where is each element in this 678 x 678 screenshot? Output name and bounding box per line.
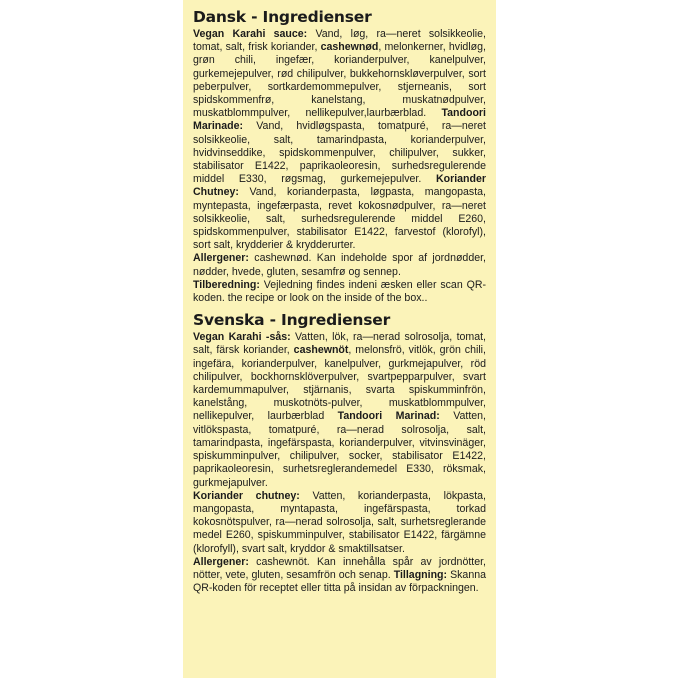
danish-allergens-text: cashewnød. Kan indeholde spor af jordnødder, nødder, hvede, gluten, sesamfrø og sennep. [193,252,486,278]
danish-tandoori-label: Tandoori Marinade: [193,107,486,133]
danish-allergens-paragraph [193,252,486,278]
swedish-allergens-text: cashewnöt. Kan innehålla spår av jordnötter, nötter, vete, gluten, sesamfrön och senap. [193,555,486,581]
danish-tandoori-text: Vand, hvidløgspasta, tomatpuré, ra—neret solsikkeolie, salt, tamarindpasta, korianderpulver, hvidvinseddike, spidskommenpulver, chilipulver, sukker, stabilisator E1422, paprikaoleoresin, surhedsregulerende middel E330, røgsmag, gurkemejepulver. [193,120,486,186]
danish-preparation-text: Vejledning findes indeni æsken eller scan QR-koden. the recipe or look on the inside of the box.. [193,278,486,305]
swedish-preparation-text: Skanna QR-koden för receptet eller titta på insidan av förpackningen. [193,568,486,595]
danish-preparation-paragraph [193,279,486,305]
danish-heading: Dansk - Ingredienser [193,8,372,26]
danish-ingredients-paragraph [193,28,486,252]
swedish-preparation-label: Tillagning: [393,568,448,581]
swedish-allergens-label: Allergener: [193,555,249,568]
danish-karahi-text-1: Vand, løg, ra—neret solsikkeolie, tomat, salt, frisk koriander, [193,28,486,54]
swedish-karahi-text-2: , melonsfrö, vitlök, grön chili, ingefära, korianderpulver, kanelpulver, gurkmejapulver, röd chilipulver, bockhornsklöverpulver, svartpepparpulver, svart kardemummapulver, stjärnanis, svarta spiskumminfrön, kanelstång, muskotnöts-pulver, muskatblommpulver, nellikepulver, laurbærblad [193,344,486,423]
swedish-chutney-label: Koriander chutney: [193,489,300,502]
danish-allergen-cashew: cashewnød [320,41,379,54]
danish-karahi-label: Vegan Karahi sauce: [193,28,308,40]
swedish-karahi-label: Vegan Karahi -sås: [193,331,291,344]
danish-chutney-label: Koriander Chutney: [193,173,486,199]
danish-karahi-text-2: , melonkerner, hvidløg, grøn chili, ingefær, korianderpulver, kanelpulver, gurkemejepulver, rød chilipulver, bukkehornskløverpulver, sort peberpulver, sortkardemommepulver, stjerneanis, sort spidskommenfrø, kanelstang, muskatnødpulver, muskatblommpulver, nellikepulver,laurbærblad. [193,41,486,120]
swedish-chutney-paragraph [193,490,486,556]
swedish-allergens-paragraph [193,556,486,596]
swedish-allergen-cashew: cashewnöt [293,344,349,357]
ingredients-label-panel [183,0,496,678]
swedish-chutney-text: Vatten, korianderpasta, lökpasta, mangopasta, myntapasta, ingefärspasta, torkad kokosnötspulver, ra—nerad solrosolja, salt, surhetsreglerande medel E260, spiskumminpulver, stabilisator E1422, färgämne (klorofyll), svart salt, kryddor & smaktillsatser. [193,489,487,555]
swedish-ingredients-paragraph [193,331,486,489]
danish-preparation-label: Tilberedning: [193,278,260,291]
danish-allergens-label: Allergener: [193,252,249,265]
swedish-tandoori-text: Vatten, vitlökspasta, tomatpuré, ra—nerad solrosolja, salt, tamarindpasta, ingefärspasta, korianderpulver, vitvinsvinäger, spiskumminpulver, chilipulver, socker, stabilisator E1422, paprikaoleoresin, surhetsreglerandemedel E330, röksmak, gurkmejapulver. [193,410,486,489]
swedish-heading: Svenska - Ingredienser [193,311,391,330]
swedish-tandoori-label: Tandoori Marinad: [337,410,440,423]
swedish-karahi-text-1: Vatten, lök, ra—nerad solrosolja, tomat, salt, färsk koriander, [193,331,487,357]
danish-chutney-text: Vand, korianderpasta, løgpasta, mangopasta, myntepasta, ingefærpasta, revet kokosnødpulver, ra—neret solsikkeolie, salt, surhedsregulerende middel E260, spidskommenpulver, stabilisator E1422, farvestof (klorofyl), sort salt, krydderier & krydderurter. [193,186,486,252]
